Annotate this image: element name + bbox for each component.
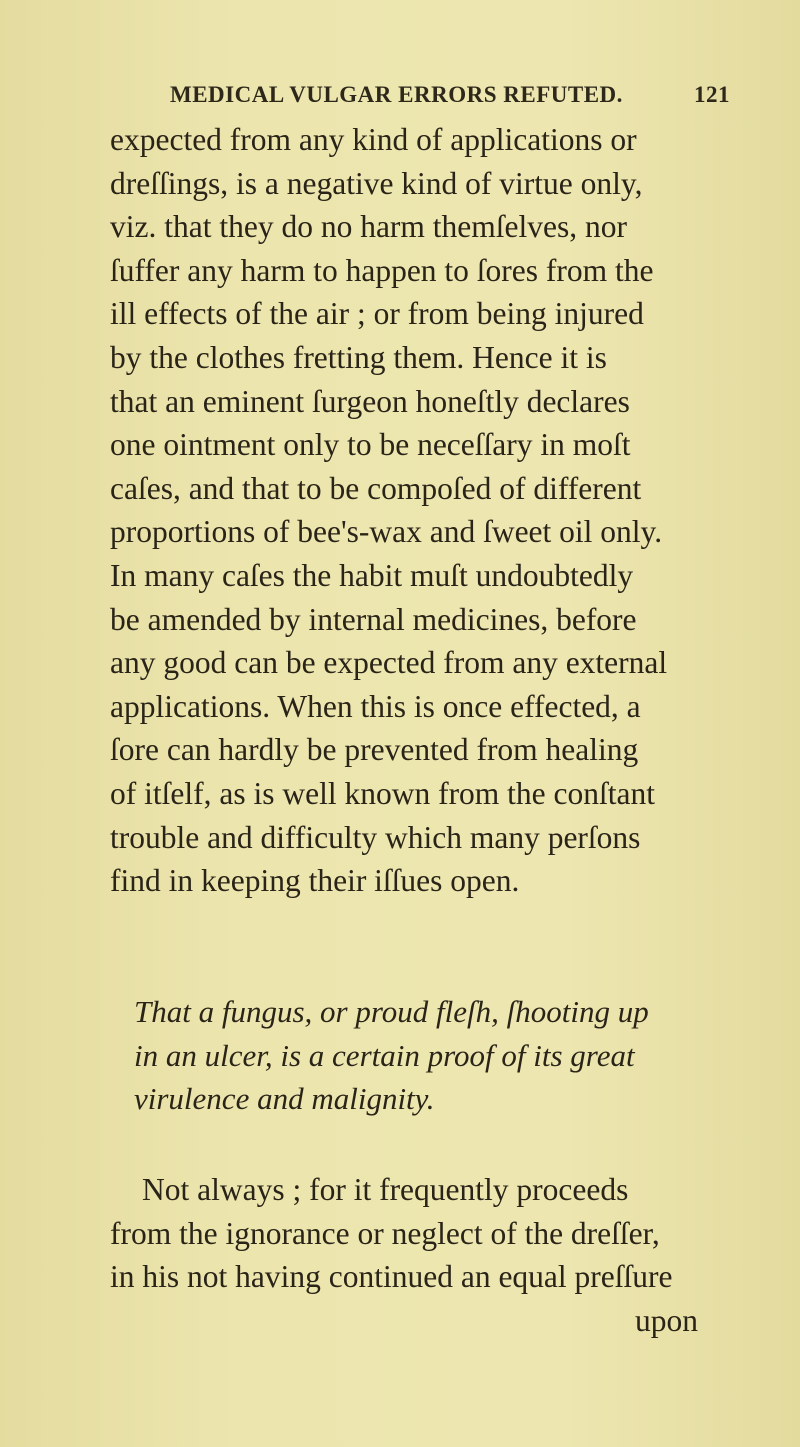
text-line: Not always ; for it frequently proceeds <box>142 1172 629 1207</box>
text-line: of itſelf, as is well known from the conſtant <box>110 775 656 811</box>
page-number: 121 <box>694 82 730 107</box>
text-line: caſes, and that to be compoſed of different <box>110 470 642 506</box>
text-line: applications. When this is once effected, a <box>110 688 641 724</box>
text-line: ſuffer any harm to happen to ſores from the <box>110 252 654 288</box>
text-line: viz. that they do no harm themſelves, nor <box>110 209 627 245</box>
running-title: MEDICAL VULGAR ERRORS REFUTED. <box>170 82 623 107</box>
paragraph-2 <box>110 1168 710 1342</box>
text-line: trouble and difficulty which many perſons <box>110 819 641 855</box>
paragraph-1 <box>110 118 710 903</box>
text-line: expected from any kind of applications or <box>110 122 637 157</box>
text-line: in his not having continued an equal preſſure <box>110 1259 673 1295</box>
text-line: ſore can hardly be prevented from healing <box>110 732 639 768</box>
text-line: ill effects of the air ; or from being injured <box>110 296 644 332</box>
heading-line: in an ulcer, is a certain proof of its great <box>134 1037 635 1073</box>
heading-line: virulence and malignity. <box>134 1081 435 1117</box>
text-line: from the ignorance or neglect of the dreſſer, <box>110 1215 660 1251</box>
catchword: upon <box>635 1302 698 1338</box>
text-line: one ointment only to be neceſſary in moſt <box>110 427 631 463</box>
text-line: that an eminent ſurgeon honeſtly declares <box>110 383 630 419</box>
italic-heading <box>110 990 710 1121</box>
text-line: be amended by internal medicines, before <box>110 601 637 637</box>
text-line: find in keeping their iſſues open. <box>110 863 520 899</box>
text-line: In many caſes the habit muſt undoubtedly <box>110 557 634 593</box>
text-line: by the clothes fretting them. Hence it is <box>110 339 607 375</box>
text-line: proportions of bee's-wax and ſweet oil only. <box>110 514 663 550</box>
text-line: any good can be expected from any external <box>110 645 668 681</box>
text-line: dreſſings, is a negative kind of virtue only, <box>110 165 643 201</box>
heading-line: That a fungus, or proud fleſh, ſhooting up <box>134 994 649 1029</box>
page-header <box>170 82 730 108</box>
